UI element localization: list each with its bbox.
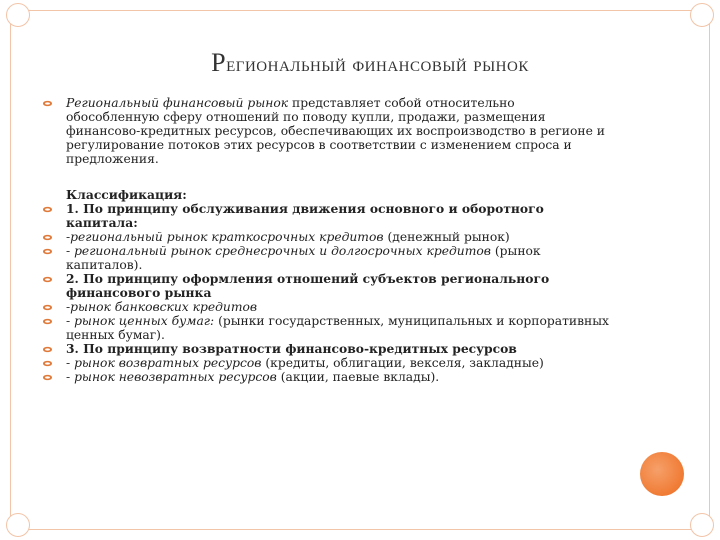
definition-paragraph xyxy=(40,96,610,166)
classification-heading: Классификация: xyxy=(66,187,187,202)
bullet-icon xyxy=(40,272,66,286)
list-item xyxy=(40,272,610,300)
list-item-term: - региональный рынок среднесрочных и долгосрочных кредитов xyxy=(66,244,491,258)
classification-list xyxy=(40,202,610,384)
frame-corner-circle xyxy=(6,513,30,537)
definition-term: Региональный финансовый рынок xyxy=(66,96,289,110)
bullet-icon xyxy=(40,370,66,384)
title-word-3: рынок xyxy=(473,51,529,76)
bullet-icon xyxy=(40,300,66,314)
list-item-heading: 2. По принципу оформления отношений субъектов регионального финансового рынка xyxy=(66,271,550,300)
list-item-note: (кредиты, облигации, векселя, закладные) xyxy=(261,356,544,370)
list-item xyxy=(40,356,610,370)
frame-corner-circle xyxy=(690,3,714,27)
list-item-note: (денежный рынок) xyxy=(383,230,510,244)
frame-left-line xyxy=(10,20,11,520)
list-item-note: (рынок капиталов). xyxy=(66,244,541,272)
list-item-note: (акции, паевые вклады). xyxy=(276,370,440,384)
list-item-heading: 3. По принципу возвратности финансово-кредитных ресурсов xyxy=(66,341,517,356)
list-item-term: -рынок банковских кредитов xyxy=(66,300,258,314)
frame-bottom-line xyxy=(18,529,702,530)
list-item xyxy=(40,342,610,356)
frame-corner-circle xyxy=(6,3,30,27)
slide-content xyxy=(40,96,610,384)
slide-title xyxy=(90,48,650,78)
bullet-icon xyxy=(40,202,66,216)
frame-corner-circle xyxy=(690,513,714,537)
list-item-note: (рынки государственных, муниципальных и корпоративных ценных бумаг). xyxy=(66,314,609,342)
bullet-icon xyxy=(40,244,66,258)
list-item-heading: 1. По принципу обслуживания движения основного и оборотного капитала: xyxy=(66,201,544,230)
list-item xyxy=(40,202,610,230)
list-item-term: - рынок возвратных ресурсов xyxy=(66,356,262,370)
bullet-icon xyxy=(40,356,66,370)
frame-right-line xyxy=(709,20,710,520)
bullet-icon xyxy=(40,342,66,356)
list-item xyxy=(40,244,610,272)
list-item xyxy=(40,370,610,384)
list-item xyxy=(40,314,610,342)
title-first-letter: Р xyxy=(211,48,227,77)
list-item-term: - рынок невозвратных ресурсов xyxy=(66,370,277,384)
list-item xyxy=(40,300,610,314)
bullet-icon xyxy=(40,96,66,110)
decorative-orange-circle xyxy=(640,452,684,496)
title-word-2: финансовый xyxy=(352,51,468,76)
list-item xyxy=(40,230,610,244)
frame-top-line xyxy=(18,10,702,11)
bullet-icon xyxy=(40,230,66,244)
definition-text: представляет собой относительно обособленную сферу отношений по поводу купли, продажи, размещения финансово-кредитных ресурсов, обеспечивающих их воспроизводство в регионе и регулирование потоков этих ресурсов в соответствии с изменением спроса и предложения. xyxy=(66,96,605,166)
title-word-1-rest: егиональный xyxy=(226,51,347,76)
list-item-term: -региональный рынок краткосрочных кредитов xyxy=(66,230,384,244)
list-item-term: - рынок ценных бумаг: xyxy=(66,314,215,328)
bullet-icon xyxy=(40,314,66,328)
